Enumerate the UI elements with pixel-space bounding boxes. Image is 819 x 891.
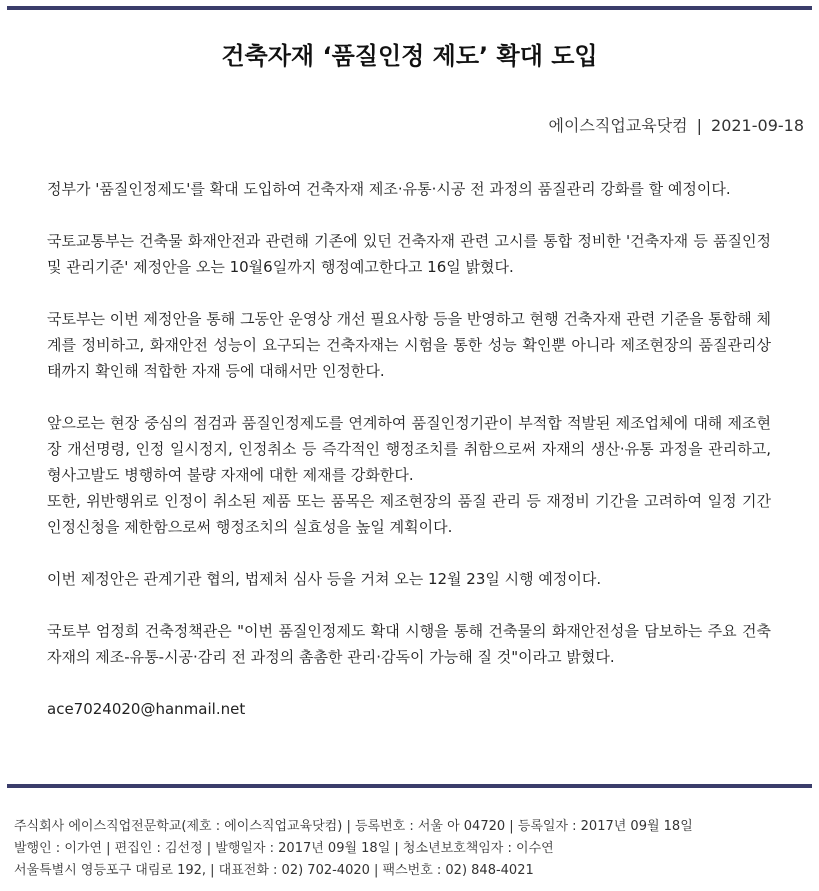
byline-date: 2021-09-18 [711, 116, 804, 135]
article-body [47, 176, 771, 748]
article-paragraph: 국토부는 이번 제정안을 통해 그동안 운영상 개선 필요사항 등을 반영하고 현행 건축자재 관련 기준을 통합해 체계를 정비하고, 화재안전 성능이 요구되는 건축자재는 시험을 통한 성능 확인뿐 아니라 제조현장의 품질관리상태까지 확인해 적합한 자재 등에 대해서만 인정한다. [47, 310, 771, 380]
footer-publisher-line: 발행인 : 이가연 | 편집인 : 김선정 | 발행일자 : 2017년 09월 18일 | 청소년보호책임자 : 이수연 [14, 841, 554, 856]
article-paragraph: 앞으로는 현장 중심의 점검과 품질인정제도를 연계하여 품질인정기관이 부적합 적발된 제조업체에 대해 제조현장 개선명령, 인정 일시정지, 인정취소 등 즉각적인 행정조치를 취함으로써 자재의 생산·유통 과정을 관리하고, 형사고발도 병행하여 불량 자재에 대한 제재를 강화한다. [47, 414, 771, 484]
article-byline [549, 113, 804, 136]
article-paragraph: 국토부 엄정희 건축정책관은 "이번 품질인정제도 확대 시행을 통해 건축물의 화재안전성을 담보하는 주요 건축자재의 제조-유통-시공·감리 전 과정의 촘촘한 관리·감독이 가능해 질 것"이라고 밝혔다. [47, 622, 771, 666]
reporter-email[interactable]: ace7024020@hanmail.net [47, 700, 246, 718]
bottom-divider [7, 784, 812, 788]
top-divider [7, 6, 812, 10]
article-title: 건축자재 ‘품질인정 제도’ 확대 도입 [221, 42, 598, 70]
article-paragraph: 또한, 위반행위로 인정이 취소된 제품 또는 품목은 제조현장의 품질 관리 등 재정비 기간을 고려하여 일정 기간 인정신청을 제한함으로써 행정조치의 실효성을 높일 계획이다. [47, 492, 771, 536]
footer-address-line: 서울특별시 영등포구 대림로 192, | 대표전화 : 02) 702-4020 | 팩스번호 : 02) 848-4021 [14, 863, 534, 878]
byline-source: 에이스직업교육닷컴 [548, 116, 688, 135]
footer-company-line: 주식회사 에이스직업전문학교(제호 : 에이스직업교육닷컴) | 등록번호 : 서울 아 04720 | 등록일자 : 2017년 09월 18일 [14, 819, 693, 834]
article-paragraph: 국토교통부는 건축물 화재안전과 관련해 기존에 있던 건축자재 관련 고시를 통합 정비한 '건축자재 등 품질인정 및 관리기준' 제정안을 오는 10월6일까지 행정예고한다고 16일 밝혔다. [47, 232, 771, 276]
byline-separator: | [696, 116, 703, 135]
article-paragraph: 이번 제정안은 관계기관 협의, 법제처 심사 등을 거쳐 오는 12월 23일 시행 예정이다. [47, 570, 602, 588]
article-paragraph: 정부가 '품질인정제도'를 확대 도입하여 건축자재 제조·유통·시공 전 과정의 품질관리 강화를 할 예정이다. [47, 180, 731, 198]
site-footer [14, 816, 809, 882]
